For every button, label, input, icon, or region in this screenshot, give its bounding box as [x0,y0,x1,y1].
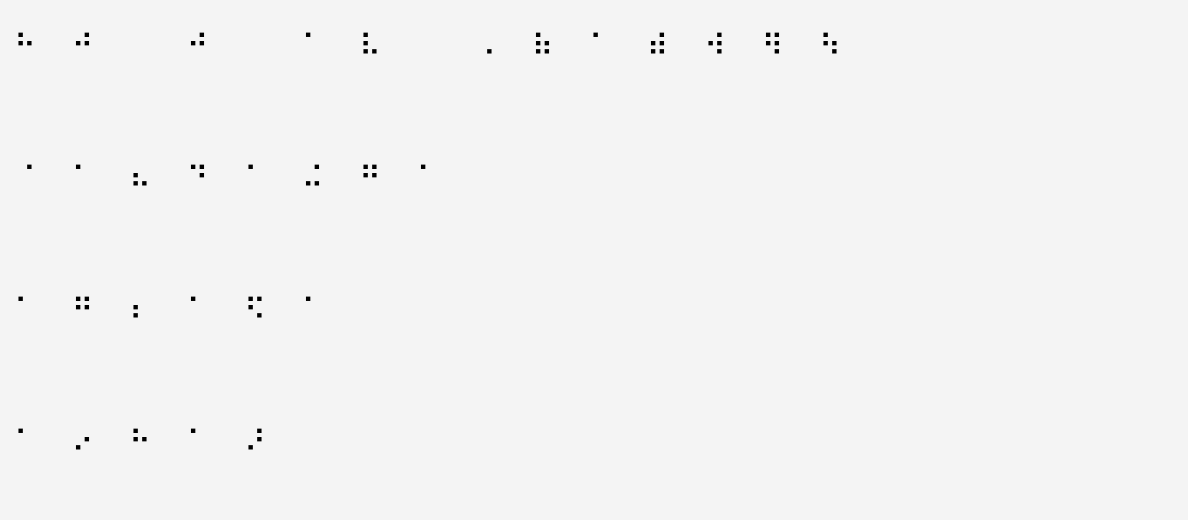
braille-cell: ⠾ [646,29,669,64]
braille-cell: ⠺ [704,29,726,64]
braille-line-1 [14,29,877,64]
braille-line-4 [14,425,302,460]
braille-cell: ⠦ [129,161,151,196]
braille-cell: ⠀ [129,29,151,64]
braille-cell: ⠙ [186,161,209,196]
braille-cell: ⠳ [819,29,841,64]
braille-cell: ⠁ [416,161,439,196]
braille-cell: ⠻ [761,29,784,64]
braille-cell: ⠫ [244,293,266,328]
braille-line-3 [14,293,359,328]
braille-cell: ⠬ [301,161,324,196]
braille-cell: ⠁ [71,161,94,196]
braille-cell: ⠜ [244,425,266,460]
braille-cell: ⠁ [186,293,209,328]
braille-cell: ⠁ [186,425,209,460]
braille-cell: ⠷ [531,29,554,64]
braille-cell: ⠓ [14,29,36,64]
braille-cell: ⠓ [129,425,151,460]
braille-cell: ⠛ [71,293,94,328]
braille-cell: ⠁ [301,293,324,328]
braille-cell: ⠁ [14,293,36,328]
braille-line-2 [14,161,474,196]
braille-cell: ⠁ [244,161,266,196]
braille-cell: ⠆ [129,293,151,328]
braille-cell: ⠀ [244,29,266,64]
braille-cell: ⠁ [301,29,324,64]
braille-cell: ⠁ [14,425,36,460]
braille-cell: ⠀ [416,29,439,64]
braille-cell: ⠈ [14,161,36,196]
braille-cell: ⠚ [186,29,209,64]
braille-cell: ⠠ [474,29,496,64]
braille-cell: ⠛ [359,161,381,196]
braille-cell: ⠔ [71,425,94,460]
braille-cell: ⠧ [359,29,381,64]
braille-cell: ⠚ [71,29,94,64]
braille-cell: ⠁ [589,29,611,64]
